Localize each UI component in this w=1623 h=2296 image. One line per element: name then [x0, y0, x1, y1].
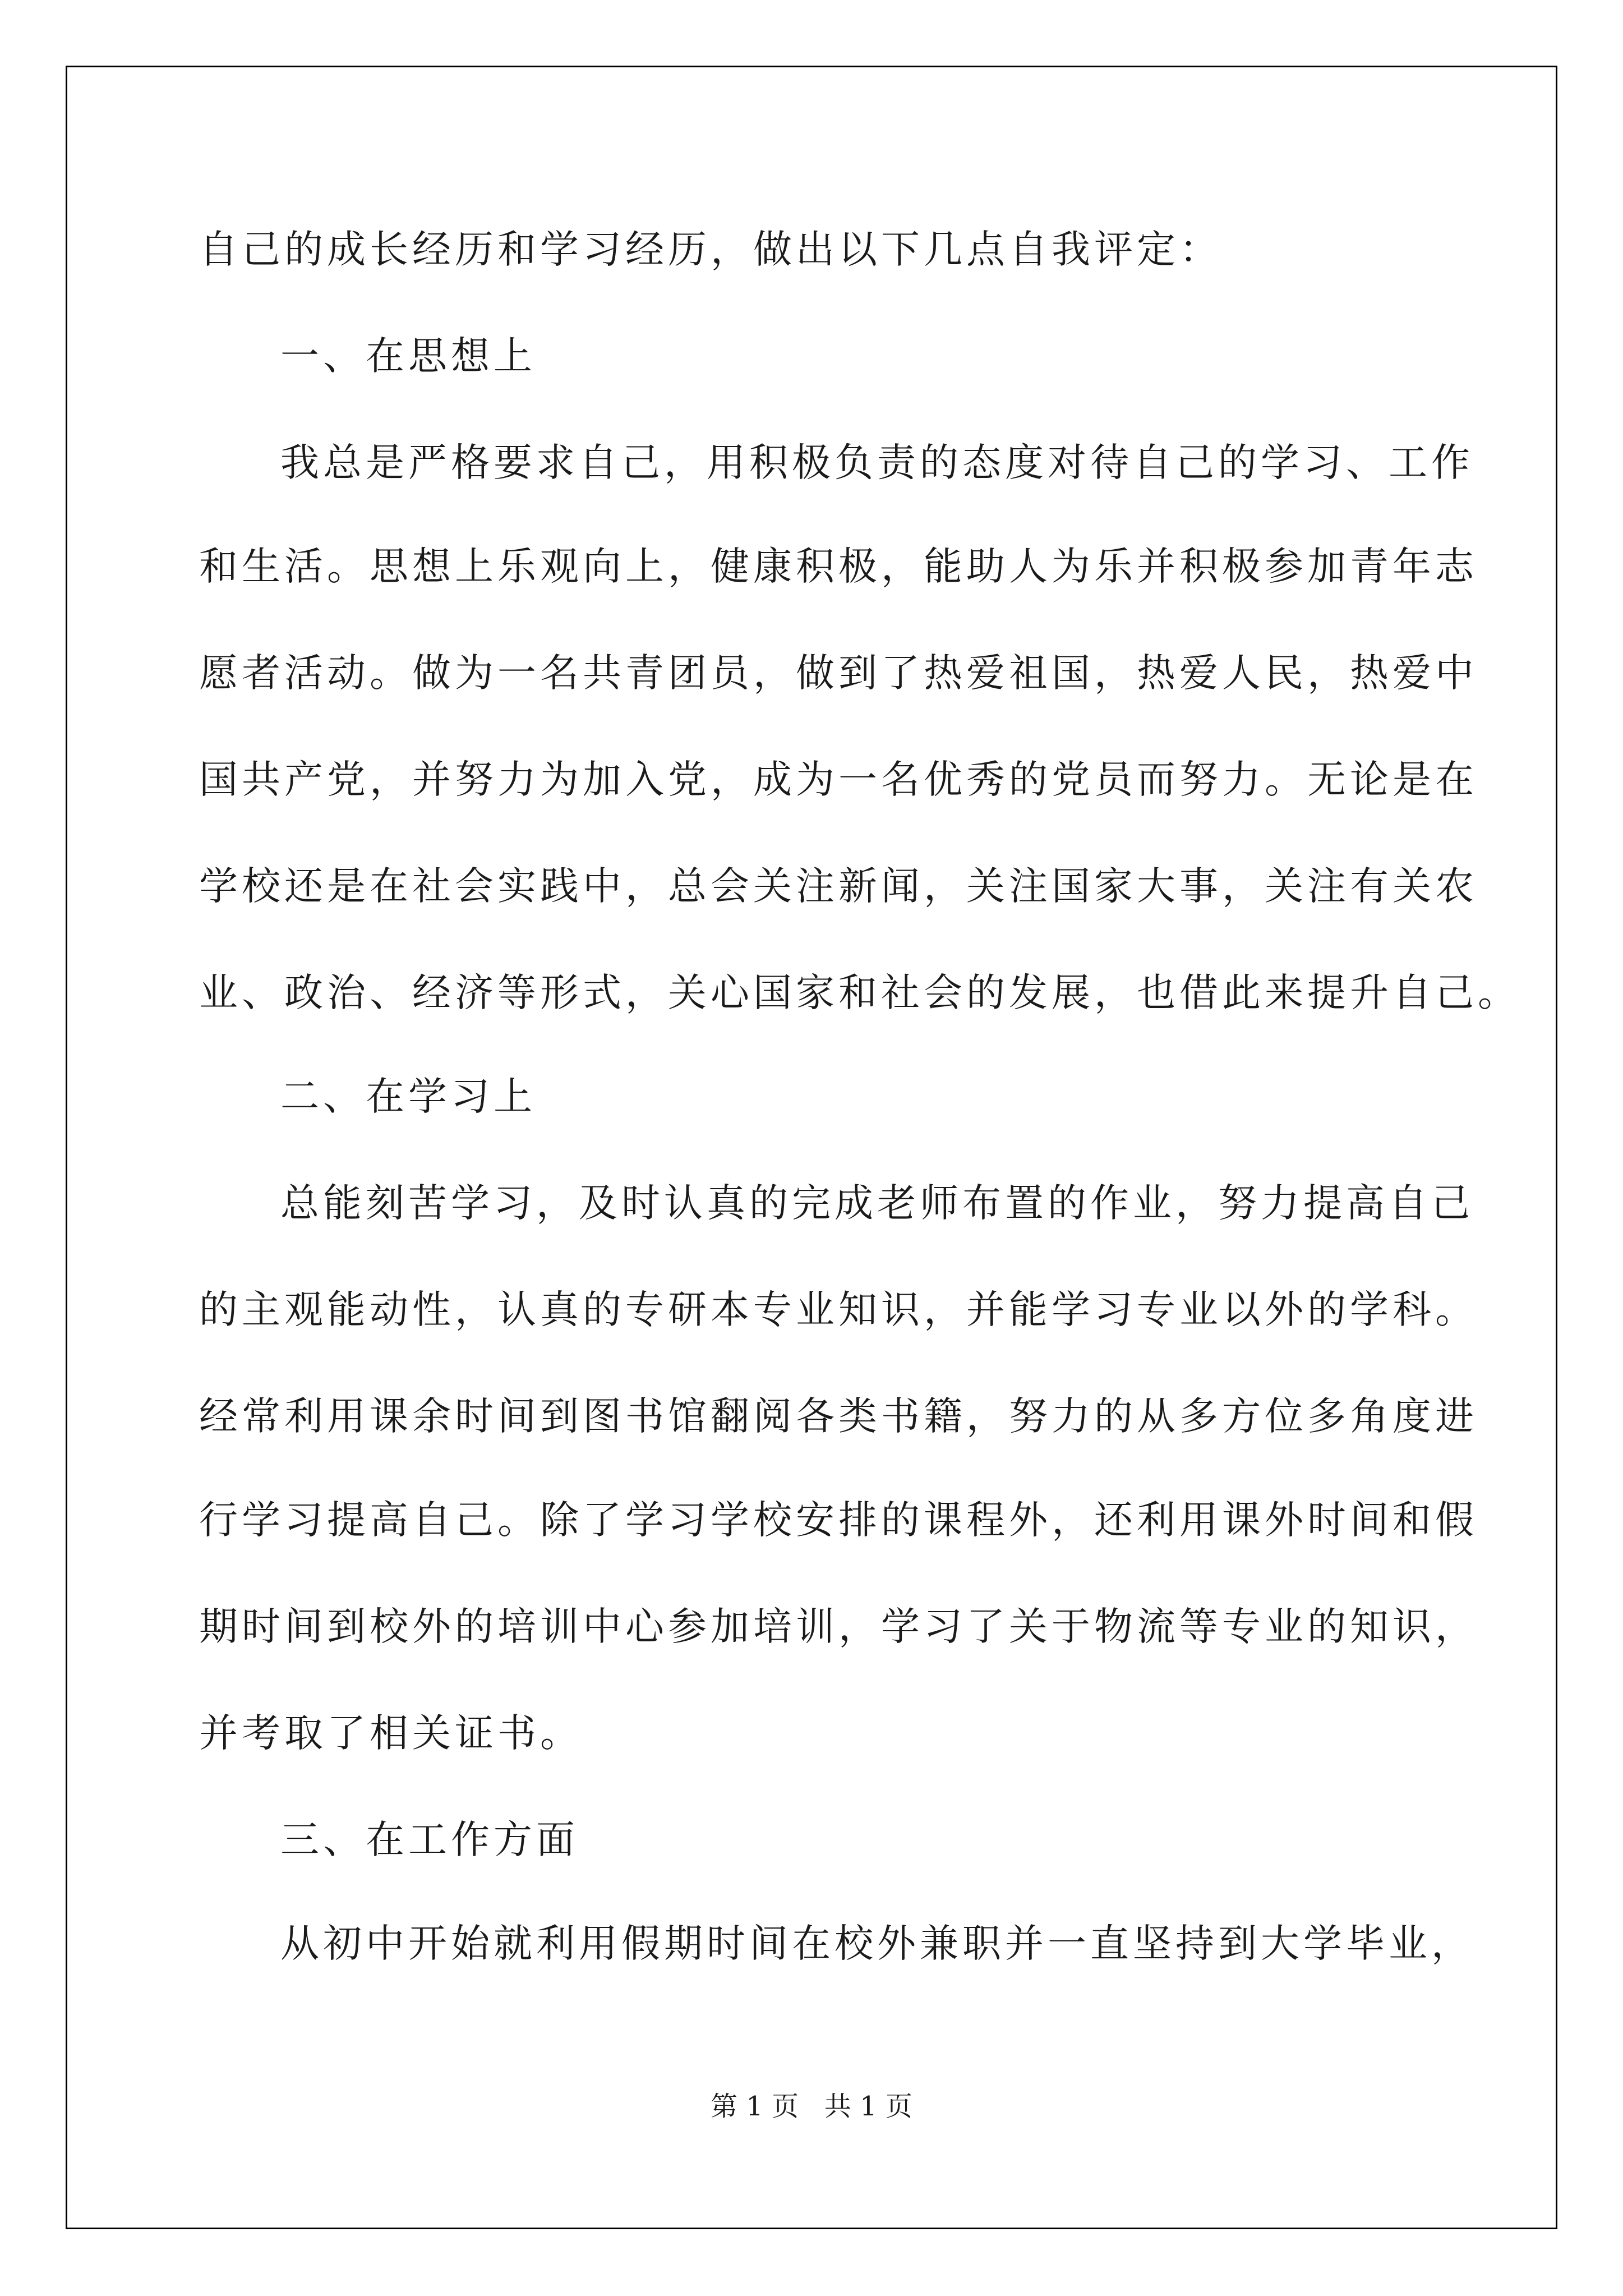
body-text-line: 业、政治、经济等形式，关心国家和社会的发展，也借此来提升自己。 [199, 970, 1520, 1015]
section-heading-thought: 一、在思想上 [280, 334, 536, 379]
body-text-line: 愿者活动。做为一名共青团员，做到了热爱祖国，热爱人民，热爱中 [199, 651, 1478, 696]
body-text-line: 的主观能动性，认真的专研本专业知识，并能学习专业以外的学科。 [199, 1287, 1478, 1332]
body-text-line: 经常利用课余时间到图书馆翻阅各类书籍，努力的从多方位多角度进 [199, 1394, 1478, 1439]
paragraph-first-line: 从初中开始就利用假期时间在校外兼职并一直坚持到大学毕业， [280, 1921, 1474, 1966]
body-text-line: 学校还是在社会实践中，总会关注新闻，关注国家大事，关注有关农 [199, 864, 1478, 909]
body-text-line: 期时间到校外的培训中心参加培训，学习了关于物流等专业的知识， [199, 1604, 1478, 1649]
body-text-line: 和生活。思想上乐观向上，健康积极，能助人为乐并积极参加青年志 [199, 544, 1478, 589]
body-text-line: 行学习提高自己。除了学习学校安排的课程外，还利用课外时间和假 [199, 1498, 1478, 1543]
section-heading-study: 二、在学习上 [280, 1074, 536, 1119]
body-text-line: 国共产党，并努力为加入党，成为一名优秀的党员而努力。无论是在 [199, 757, 1478, 802]
paragraph-first-line: 总能刻苦学习，及时认真的完成老师布置的作业，努力提高自己 [280, 1181, 1474, 1226]
page-number: 第 1 页 共 1 页 [711, 2091, 912, 2122]
page-border [66, 66, 1557, 2229]
section-heading-work: 三、在工作方面 [280, 1818, 579, 1862]
body-text-line: 并考取了相关证书。 [199, 1711, 583, 1756]
body-text-line: 自己的成长经历和学习经历，做出以下几点自我评定： [199, 227, 1222, 272]
paragraph-first-line: 我总是严格要求自己，用积极负责的态度对待自己的学习、工作 [280, 440, 1474, 485]
